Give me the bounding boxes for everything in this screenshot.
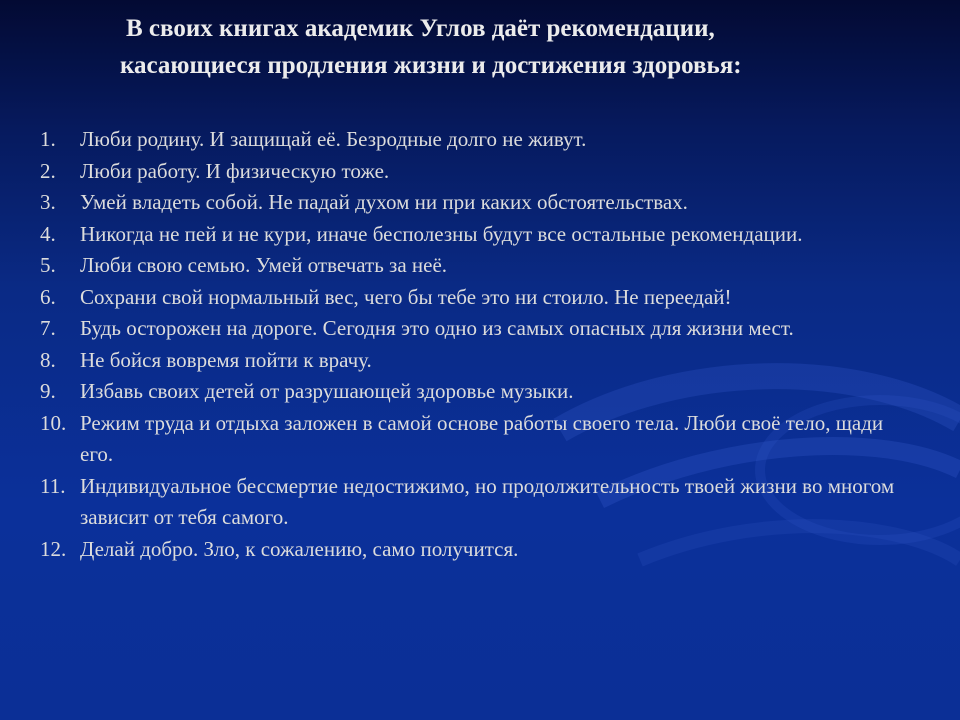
recommendation-item xyxy=(40,345,920,377)
recommendation-item xyxy=(40,250,920,282)
slide-title-line-2: касающиеся продления жизни и достижения здоровья: xyxy=(120,52,742,79)
recommendation-number: 11. xyxy=(40,473,66,498)
slide-title-line-1: В своих книгах академик Углов даёт рекомендации, xyxy=(126,15,715,42)
recommendation-item xyxy=(40,376,920,408)
recommendation-text: Индивидуальное бессмертие недостижимо, но продолжительность твоей жизни во многом зависит от тебя самого. xyxy=(80,473,895,529)
recommendation-text: Режим труда и отдыха заложен в самой основе работы своего тела. Люби своё тело, щади его. xyxy=(80,410,884,466)
slide-title xyxy=(80,10,940,84)
recommendation-item xyxy=(40,313,920,345)
recommendation-item xyxy=(40,282,920,314)
recommendation-item xyxy=(40,534,920,566)
recommendation-item xyxy=(40,124,920,156)
recommendation-number: 7. xyxy=(40,316,56,340)
recommendation-number: 5. xyxy=(40,253,56,277)
recommendation-item xyxy=(40,187,920,219)
recommendation-number: 3. xyxy=(40,190,56,214)
recommendation-text: Люби родину. И защищай её. Безродные долго не живут. xyxy=(80,127,587,151)
recommendation-text: Не бойся вовремя пойти к врачу. xyxy=(80,347,372,372)
recommendation-text: Люби свою семью. Умей отвечать за неё. xyxy=(80,253,448,277)
recommendation-number: 9. xyxy=(40,379,56,403)
recommendation-number: 12. xyxy=(40,536,67,561)
recommendation-text: Умей владеть собой. Не падай духом ни при каких обстоятельствах. xyxy=(80,190,688,214)
recommendation-text: Делай добро. Зло, к сожалению, само получится. xyxy=(80,536,519,561)
recommendation-item xyxy=(40,219,920,251)
recommendation-item xyxy=(40,408,920,471)
recommendation-number: 4. xyxy=(40,221,56,246)
recommendation-text: Никогда не пей и не кури, иначе бесполезны будут все остальные рекомендации. xyxy=(80,221,803,246)
recommendation-number: 1. xyxy=(40,127,56,151)
recommendation-text: Люби работу. И физическую тоже. xyxy=(80,158,390,183)
recommendation-number: 8. xyxy=(40,347,56,372)
recommendation-item xyxy=(40,471,920,534)
recommendations-list xyxy=(40,124,920,565)
recommendation-number: 2. xyxy=(40,158,56,183)
recommendation-item xyxy=(40,156,920,188)
recommendation-text: Избавь своих детей от разрушающей здоровье музыки. xyxy=(80,379,574,403)
recommendation-text: Будь осторожен на дороге. Сегодня это одно из самых опасных для жизни мест. xyxy=(80,316,794,340)
recommendation-text: Сохрани свой нормальный вес, чего бы тебе это ни стоило. Не переедай! xyxy=(80,284,732,309)
recommendation-number: 6. xyxy=(40,284,56,309)
recommendation-number: 10. xyxy=(40,410,67,435)
